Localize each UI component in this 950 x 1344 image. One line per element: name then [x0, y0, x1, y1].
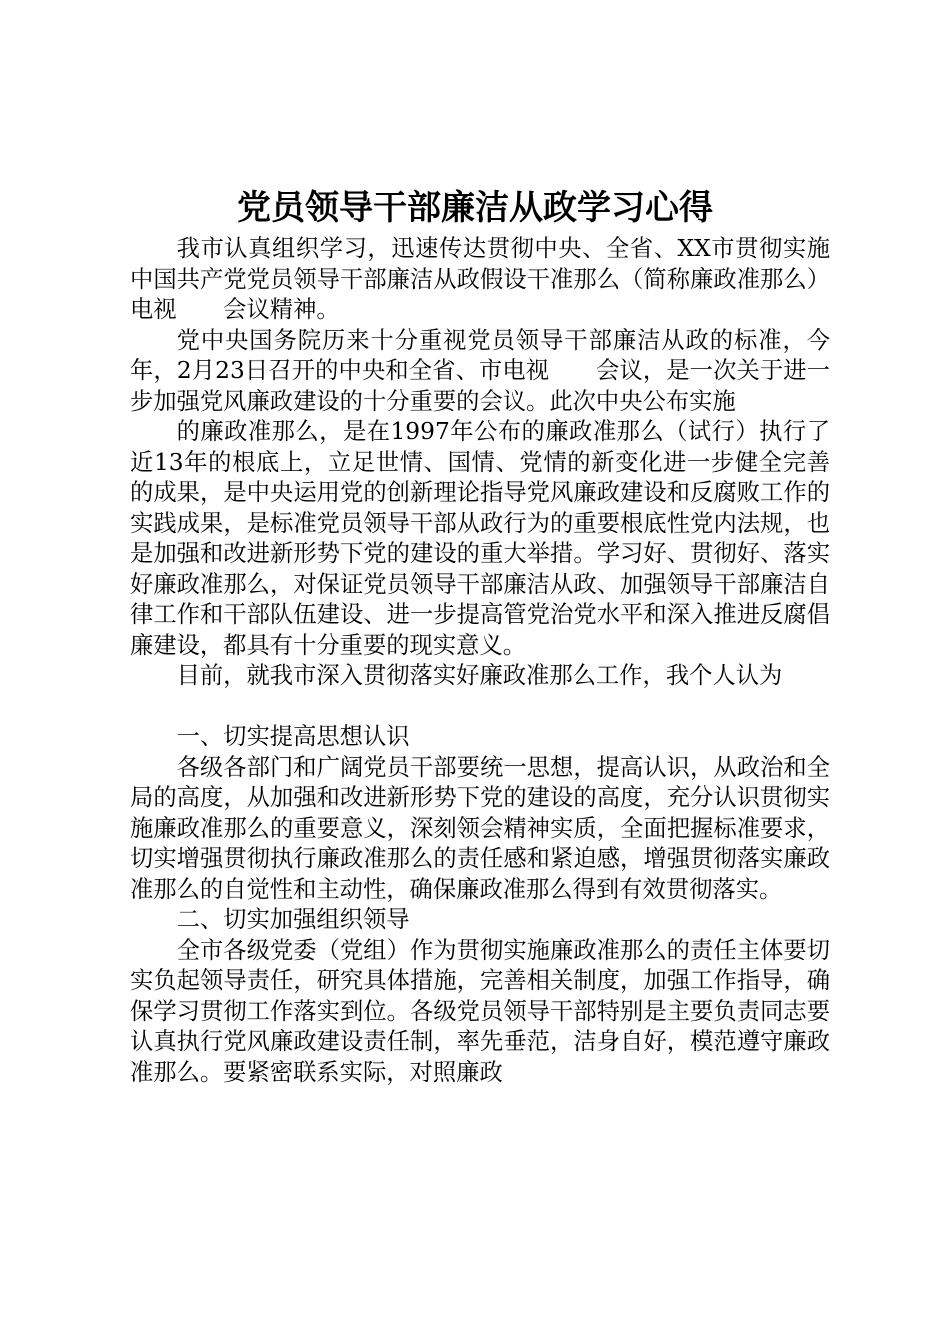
paragraph-significance: 的廉政准那么，是在1997年公布的廉政准那么（试行）执行了近13年的根底上，立足世情、国情、党情的新变化进一步健全完善的成果，是中央运用党的创新理论指导党风廉政建设和反腐败工作的实践成果，是标准党员领导干部从政行为的重要根底性党内法规，也是加强和改进新形势下党的建设的重大举措。学习好、贯彻好、落实好廉政准那么，对保证党员领导干部廉洁从政、加强领导干部廉洁自律工作和干部队伍建设、进一步提高管党治党水平和深入推进反腐倡廉建设，都具有十分重要的现实意义。: [130, 418, 830, 659]
section-heading-1: 一、切实提高思想认识: [176, 723, 410, 750]
paragraph-opinion-intro: 目前，就我市深入贯彻落实好廉政准那么工作，我个人认为: [176, 662, 783, 689]
document-title: 党员领导干部廉洁从政学习心得: [237, 188, 713, 228]
document-body: [130, 234, 830, 1088]
paragraph-central-meeting: 党中央国务院历来十分重视党员领导干部廉洁从政的标准，今年，2月23日召开的中央和全省、市电视 会议，是一次关于进一步加强党风廉政建设的十分重要的会议。此次中央公布实施: [130, 326, 830, 415]
paragraph-intro: 我市认真组织学习，迅速传达贯彻中央、全省、XX市贯彻实施中国共产党党员领导干部廉洁从政假设干准那么（简称廉政准那么）电视 会议精神。: [130, 235, 830, 323]
paragraph-section-2: 全市各级党委（党组）作为贯彻实施廉政准那么的责任主体要切实负起领导责任，研究具体措施，完善相关制度，加强工作指导，确保学习贯彻工作落实到位。各级党员领导干部特别是主要负责同志要认真执行党风廉政建设责任制，率先垂范，洁身自好，模范遵守廉政准那么。要紧密联系实际，对照廉政: [130, 936, 830, 1086]
paragraph-section-1: 各级各部门和广阔党员干部要统一思想，提高认识，从政治和全局的高度，从加强和改进新形势下党的建设的高度，充分认识贯彻实施廉政准那么的重要意义，深刻领会精神实质，全面把握标准要求，切实增强贯彻执行廉政准那么的责任感和紧迫感，增强贯彻落实廉政准那么的自觉性和主动性，确保廉政准那么得到有效贯彻落实。: [130, 753, 830, 903]
section-heading-2: 二、切实加强组织领导: [176, 906, 410, 933]
